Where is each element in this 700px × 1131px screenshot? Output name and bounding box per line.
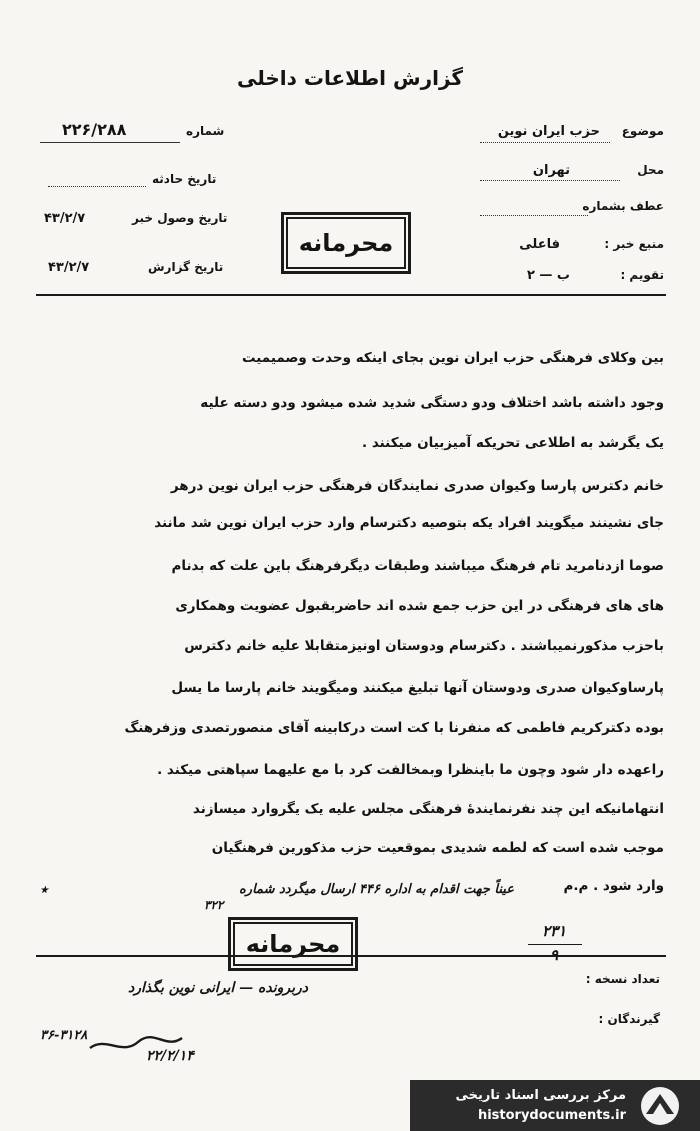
body-text-line: یک یگرشد به اطلاعی تحریکه آمیزبیان میکنند . bbox=[362, 435, 664, 451]
receipt-date-label: تاریخ وصول خبر bbox=[132, 211, 228, 225]
body-text-line: صوما ازدنامرید تام فرهنگ میباشند وطبقات دیگرفرهنگ باین علت که بدنام bbox=[171, 558, 664, 574]
subject-value: حزب ایران نوین bbox=[497, 124, 600, 139]
body-text-line: جای نشینند میگویند افراد یکه بتوصیه دکترسام وارد حزب ایران نوین شد مانند bbox=[154, 515, 664, 531]
rating-label: تقویم : bbox=[620, 268, 664, 282]
event-date-label: تاریخ حادثه bbox=[152, 172, 217, 186]
body-text-line: راعهده دار شود وچون ما باینظرا وبمخالفت کرد با مع علیهما سپاهتی میکند . bbox=[157, 762, 664, 778]
place-value: تهران bbox=[532, 163, 570, 178]
subject-dotted-line bbox=[480, 142, 610, 143]
confidential-stamp-bottom: محرمانه bbox=[228, 917, 358, 971]
margin-note-bottom: ۹ bbox=[550, 946, 559, 964]
watermark-logo-icon bbox=[636, 1084, 684, 1128]
event-date-dotted-line bbox=[48, 186, 146, 187]
place-label: محل bbox=[637, 163, 664, 177]
handwritten-routing-number: ۳۲۲ bbox=[204, 898, 224, 912]
handwritten-routing-note: عیناً جهت اقدام به اداره ۴۴۶ ارسال میگردد شماره bbox=[239, 882, 514, 897]
attach-label: عطف بشماره bbox=[582, 199, 664, 213]
attach-dotted-line bbox=[480, 215, 588, 216]
handwritten-signature-note: دربرونده — ایرانی نوین بگذارد bbox=[128, 980, 308, 996]
copies-label: تعداد نسخه : bbox=[585, 972, 660, 986]
margin-note-top: ۲۳۱ bbox=[542, 922, 567, 940]
subject-label: موضوع bbox=[621, 124, 664, 138]
watermark-org-name: مرکز بررسی اسناد تاریخی bbox=[455, 1088, 626, 1103]
report-date-value: ۴۳/۲/۷ bbox=[48, 260, 90, 275]
recipients-label: گیرندگان : bbox=[598, 1012, 660, 1026]
handwritten-mark: ٭ bbox=[40, 882, 48, 898]
body-text-line: های های فرهنگی در این حزب جمع شده اند حاضربقبول عضویت وهمکاری bbox=[175, 598, 664, 614]
number-underline bbox=[40, 142, 180, 143]
rating-value: ب — ۲ bbox=[526, 268, 570, 283]
bottom-left-reference: ۳۶-۳۱۲۸ bbox=[40, 1028, 88, 1043]
watermark-url: historydocuments.ir bbox=[477, 1108, 626, 1123]
bottom-left-date: ۲۲/۲/۱۴ bbox=[146, 1048, 194, 1064]
body-text-line: باحزب مذکورنمیباشند . دکترسام ودوستان اونیزمتقابلا علیه خانم دکترس bbox=[184, 638, 664, 654]
body-text-line: خانم دکترس پارسا وکیوان صدری نمایندگان فرهنگی حزب ایران نوین درهر bbox=[170, 478, 664, 494]
receipt-date-value: ۴۳/۲/۷ bbox=[44, 211, 86, 226]
footer-divider bbox=[36, 955, 666, 957]
place-dotted-line bbox=[480, 180, 620, 181]
source-value: فاعلی bbox=[519, 237, 560, 252]
body-text-line: موجب شده است که لطمه شدیدی بموقعیت حزب مذکورین فرهنگیان bbox=[211, 840, 664, 856]
header-divider bbox=[36, 294, 666, 296]
margin-note-fraction-line bbox=[528, 944, 582, 945]
confidential-stamp-top: محرمانه bbox=[281, 212, 411, 274]
number-label: شماره bbox=[186, 124, 225, 138]
report-date-label: تاریخ گزارش bbox=[148, 260, 224, 274]
body-text-line: وارد شود . م.م bbox=[563, 878, 664, 894]
number-value: ۲۲۶/۲۸۸ bbox=[62, 120, 127, 139]
signature-scribble bbox=[86, 1030, 186, 1060]
body-text-line: وجود داشته باشد اختلاف ودو دستگی شدید شده میشود ودو دسته علیه bbox=[200, 395, 664, 411]
body-text-line: پارساوکیوان صدری ودوستان آنها تبلیغ میکنند ومیگویند خانم پارسا ما یسل bbox=[171, 680, 664, 696]
page-title: گزارش اطلاعات داخلی bbox=[236, 66, 464, 90]
body-text-line: بوده دکترکریم فاطمی که منفرنا با کت است درکابینه آقای منصورتصدی وزفرهنگ bbox=[124, 720, 664, 736]
source-label: منبع خبر : bbox=[604, 237, 664, 251]
body-text-line: انتهامانیکه این چند نفرنمایندۀ فرهنگی مجلس علیه یک یگروارد میسازند bbox=[192, 801, 664, 817]
body-text-line: بین وکلای فرهنگی حزب ایران نوین بجای اینکه وحدت وصمیمیت bbox=[241, 350, 664, 366]
